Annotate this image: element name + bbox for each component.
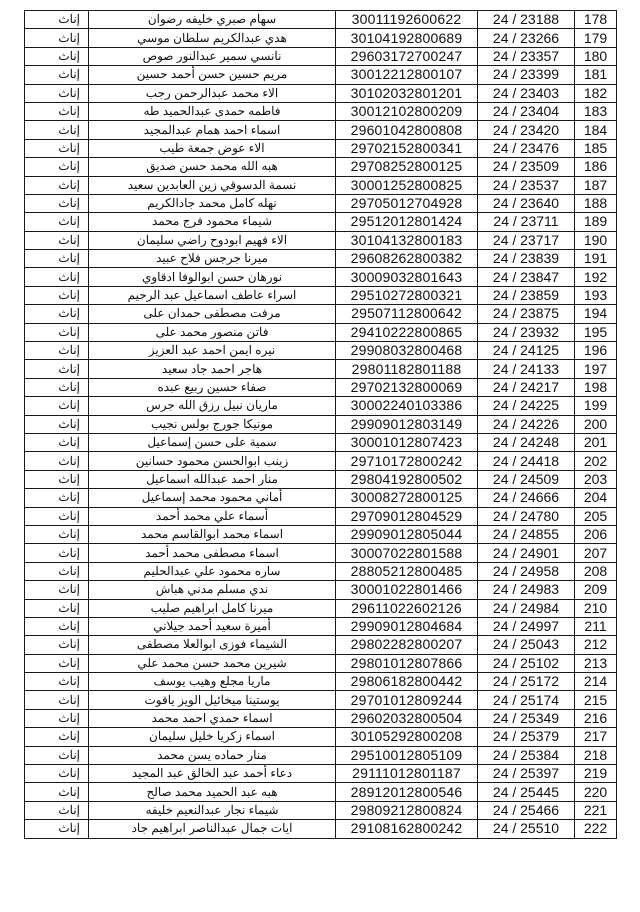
gender-cell: إناث	[25, 176, 89, 194]
row-number-cell: 216	[575, 709, 617, 727]
national-id-cell: 30009032801643	[336, 268, 478, 286]
name-cell: أميرة سعيد أحمد جيلاني	[89, 617, 336, 635]
registration-code-cell: 24 / 24780	[478, 507, 575, 525]
registration-code-cell: 24 / 23266	[478, 29, 575, 47]
table-row	[25, 765, 617, 783]
name-cell: هدي عبدالكريم سلطان موسي	[89, 29, 336, 47]
gender-cell: إناث	[25, 617, 89, 635]
table-row	[25, 268, 617, 286]
table-row	[25, 176, 617, 194]
gender-cell: إناث	[25, 801, 89, 819]
national-id-cell: 30102032801201	[336, 84, 478, 102]
gender-cell: إناث	[25, 415, 89, 433]
name-cell: منار احمد عبدالله اسماعيل	[89, 470, 336, 488]
name-cell: فاتن منصور محمد على	[89, 323, 336, 341]
name-cell: الشيماء فوزى ابوالعلا مصطفى	[89, 636, 336, 654]
table-row	[25, 562, 617, 580]
row-number-cell: 185	[575, 139, 617, 157]
row-number-cell: 206	[575, 525, 617, 543]
row-number-cell: 212	[575, 636, 617, 654]
gender-cell: إناث	[25, 194, 89, 212]
national-id-cell: 29708252800125	[336, 158, 478, 176]
name-cell: اسماء حمدي احمد محمد	[89, 709, 336, 727]
gender-cell: إناث	[25, 29, 89, 47]
gender-cell: إناث	[25, 673, 89, 691]
table-row	[25, 158, 617, 176]
gender-cell: إناث	[25, 378, 89, 396]
name-cell: منار حماده يسن محمد	[89, 746, 336, 764]
applicants-table-body	[25, 11, 617, 839]
row-number-cell: 194	[575, 305, 617, 323]
gender-cell: إناث	[25, 158, 89, 176]
name-cell: الاء عوض جمعة طيب	[89, 139, 336, 157]
national-id-cell: 29909012803149	[336, 415, 478, 433]
national-id-cell: 29809212800824	[336, 801, 478, 819]
name-cell: اسماء احمد همام عبدالمجيد	[89, 121, 336, 139]
gender-cell: إناث	[25, 305, 89, 323]
gender-cell: إناث	[25, 728, 89, 746]
national-id-cell: 29603172700247	[336, 47, 478, 65]
registration-code-cell: 24 / 24133	[478, 360, 575, 378]
name-cell: نيره ايمن احمد عبد العزيز	[89, 342, 336, 360]
gender-cell: إناث	[25, 231, 89, 249]
table-row	[25, 121, 617, 139]
national-id-cell: 29804192800502	[336, 470, 478, 488]
gender-cell: إناث	[25, 433, 89, 451]
national-id-cell: 28912012800546	[336, 783, 478, 801]
national-id-cell: 29908032800468	[336, 342, 478, 360]
row-number-cell: 184	[575, 121, 617, 139]
name-cell: ميرنا جرجس فلاح عبيد	[89, 250, 336, 268]
table-row	[25, 544, 617, 562]
table-row	[25, 378, 617, 396]
table-row	[25, 636, 617, 654]
name-cell: اسراء عاطف اسماعيل عبد الرحيم	[89, 286, 336, 304]
national-id-cell: 30012212800107	[336, 66, 478, 84]
registration-code-cell: 24 / 23875	[478, 305, 575, 323]
row-number-cell: 187	[575, 176, 617, 194]
table-row	[25, 47, 617, 65]
name-cell: هاجر احمد جاد سعيد	[89, 360, 336, 378]
table-row	[25, 599, 617, 617]
national-id-cell: 29702132800069	[336, 378, 478, 396]
registration-code-cell: 24 / 24855	[478, 525, 575, 543]
gender-cell: إناث	[25, 636, 89, 654]
row-number-cell: 196	[575, 342, 617, 360]
gender-cell: إناث	[25, 581, 89, 599]
row-number-cell: 178	[575, 11, 617, 29]
row-number-cell: 182	[575, 84, 617, 102]
national-id-cell: 29601042800808	[336, 121, 478, 139]
table-row	[25, 84, 617, 102]
row-number-cell: 205	[575, 507, 617, 525]
row-number-cell: 203	[575, 470, 617, 488]
table-row	[25, 654, 617, 672]
name-cell: شيماء نجار عبدالنعيم خليفه	[89, 801, 336, 819]
row-number-cell: 201	[575, 433, 617, 451]
national-id-cell: 29510012805109	[336, 746, 478, 764]
name-cell: مرفت مصطفى حمدان على	[89, 305, 336, 323]
table-row	[25, 709, 617, 727]
national-id-cell: 29507112800642	[336, 305, 478, 323]
gender-cell: إناث	[25, 654, 89, 672]
table-row	[25, 691, 617, 709]
row-number-cell: 197	[575, 360, 617, 378]
registration-code-cell: 24 / 24997	[478, 617, 575, 635]
registration-code-cell: 24 / 24901	[478, 544, 575, 562]
name-cell: اسماء مصطفى محمد أحمد	[89, 544, 336, 562]
national-id-cell: 30001022801466	[336, 581, 478, 599]
national-id-cell: 29909012804684	[336, 617, 478, 635]
name-cell: هبه الله محمد حسن صديق	[89, 158, 336, 176]
registration-code-cell: 24 / 23476	[478, 139, 575, 157]
table-row	[25, 139, 617, 157]
gender-cell: إناث	[25, 342, 89, 360]
row-number-cell: 190	[575, 231, 617, 249]
gender-cell: إناث	[25, 66, 89, 84]
national-id-cell: 29801012807866	[336, 654, 478, 672]
registration-code-cell: 24 / 25384	[478, 746, 575, 764]
national-id-cell: 30007022801588	[336, 544, 478, 562]
table-row	[25, 397, 617, 415]
national-id-cell: 29608262800382	[336, 250, 478, 268]
registration-code-cell: 24 / 23357	[478, 47, 575, 65]
registration-code-cell: 24 / 24248	[478, 433, 575, 451]
registration-code-cell: 24 / 25466	[478, 801, 575, 819]
gender-cell: إناث	[25, 507, 89, 525]
table-row	[25, 489, 617, 507]
gender-cell: إناث	[25, 47, 89, 65]
gender-cell: إناث	[25, 765, 89, 783]
table-row	[25, 746, 617, 764]
national-id-cell: 29710172800242	[336, 452, 478, 470]
name-cell: زينب ابوالحسن محمود حسانين	[89, 452, 336, 470]
table-row	[25, 360, 617, 378]
national-id-cell: 30104192800689	[336, 29, 478, 47]
gender-cell: إناث	[25, 746, 89, 764]
name-cell: فاطمه حمدى عبدالحميد طه	[89, 102, 336, 120]
national-id-cell: 29801182801188	[336, 360, 478, 378]
table-row	[25, 213, 617, 231]
name-cell: نانسي سمير عبدالنور صوص	[89, 47, 336, 65]
national-id-cell: 29701012809244	[336, 691, 478, 709]
national-id-cell: 30002240103386	[336, 397, 478, 415]
row-number-cell: 217	[575, 728, 617, 746]
registration-code-cell: 24 / 23859	[478, 286, 575, 304]
row-number-cell: 220	[575, 783, 617, 801]
registration-code-cell: 24 / 23509	[478, 158, 575, 176]
row-number-cell: 213	[575, 654, 617, 672]
row-number-cell: 179	[575, 29, 617, 47]
row-number-cell: 191	[575, 250, 617, 268]
table-row	[25, 801, 617, 819]
row-number-cell: 195	[575, 323, 617, 341]
table-row	[25, 820, 617, 838]
row-number-cell: 207	[575, 544, 617, 562]
gender-cell: إناث	[25, 84, 89, 102]
gender-cell: إناث	[25, 323, 89, 341]
registration-code-cell: 24 / 25174	[478, 691, 575, 709]
table-row	[25, 581, 617, 599]
national-id-cell: 30001252800825	[336, 176, 478, 194]
name-cell: ساره محمود علي عبدالحليم	[89, 562, 336, 580]
name-cell: دعاء أحمد عبد الخالق عبد المجيد	[89, 765, 336, 783]
national-id-cell: 30105292800208	[336, 728, 478, 746]
applicants-table	[24, 10, 617, 839]
gender-cell: إناث	[25, 783, 89, 801]
national-id-cell: 30011192600622	[336, 11, 478, 29]
name-cell: الاء محمد عبدالرحمن رجب	[89, 84, 336, 102]
national-id-cell: 29806182800442	[336, 673, 478, 691]
registration-code-cell: 24 / 25397	[478, 765, 575, 783]
national-id-cell: 29512012801424	[336, 213, 478, 231]
national-id-cell: 29702152800341	[336, 139, 478, 157]
gender-cell: إناث	[25, 213, 89, 231]
national-id-cell: 30104132800183	[336, 231, 478, 249]
table-row	[25, 66, 617, 84]
table-row	[25, 617, 617, 635]
table-row	[25, 507, 617, 525]
registration-code-cell: 24 / 24418	[478, 452, 575, 470]
row-number-cell: 219	[575, 765, 617, 783]
table-row	[25, 194, 617, 212]
document-page	[24, 10, 616, 839]
national-id-cell: 30012102800209	[336, 102, 478, 120]
name-cell: صفاء حسين ربيع عبده	[89, 378, 336, 396]
row-number-cell: 186	[575, 158, 617, 176]
row-number-cell: 211	[575, 617, 617, 635]
registration-code-cell: 24 / 25379	[478, 728, 575, 746]
registration-code-cell: 24 / 23717	[478, 231, 575, 249]
row-number-cell: 193	[575, 286, 617, 304]
registration-code-cell: 24 / 24125	[478, 342, 575, 360]
national-id-cell: 28805212800485	[336, 562, 478, 580]
name-cell: أماني محمود محمد إسماعيل	[89, 489, 336, 507]
national-id-cell: 29602032800504	[336, 709, 478, 727]
registration-code-cell: 24 / 23711	[478, 213, 575, 231]
row-number-cell: 199	[575, 397, 617, 415]
national-id-cell: 29802282800207	[336, 636, 478, 654]
row-number-cell: 198	[575, 378, 617, 396]
registration-code-cell: 24 / 25043	[478, 636, 575, 654]
table-row	[25, 525, 617, 543]
registration-code-cell: 24 / 25102	[478, 654, 575, 672]
table-row	[25, 102, 617, 120]
row-number-cell: 192	[575, 268, 617, 286]
gender-cell: إناث	[25, 525, 89, 543]
name-cell: نهله كامل محمد جادالكريم	[89, 194, 336, 212]
row-number-cell: 189	[575, 213, 617, 231]
national-id-cell: 29108162800242	[336, 820, 478, 838]
name-cell: سهام صبري خليفه رضوان	[89, 11, 336, 29]
national-id-cell: 30008272800125	[336, 489, 478, 507]
registration-code-cell: 24 / 23420	[478, 121, 575, 139]
gender-cell: إناث	[25, 268, 89, 286]
national-id-cell: 29410222800865	[336, 323, 478, 341]
name-cell: ماريان نبيل رزق الله جرس	[89, 397, 336, 415]
table-row	[25, 783, 617, 801]
table-row	[25, 250, 617, 268]
gender-cell: إناث	[25, 11, 89, 29]
registration-code-cell: 24 / 24983	[478, 581, 575, 599]
name-cell: سمية على حسن إسماعيل	[89, 433, 336, 451]
row-number-cell: 218	[575, 746, 617, 764]
registration-code-cell: 24 / 25445	[478, 783, 575, 801]
row-number-cell: 222	[575, 820, 617, 838]
national-id-cell: 29611022602126	[336, 599, 478, 617]
table-row	[25, 728, 617, 746]
name-cell: نسمة الدسوقي زين العابدين سعيد	[89, 176, 336, 194]
registration-code-cell: 24 / 23399	[478, 66, 575, 84]
row-number-cell: 204	[575, 489, 617, 507]
gender-cell: إناث	[25, 286, 89, 304]
table-row	[25, 470, 617, 488]
registration-code-cell: 24 / 24666	[478, 489, 575, 507]
gender-cell: إناث	[25, 397, 89, 415]
gender-cell: إناث	[25, 470, 89, 488]
national-id-cell: 29111012801187	[336, 765, 478, 783]
row-number-cell: 210	[575, 599, 617, 617]
gender-cell: إناث	[25, 599, 89, 617]
row-number-cell: 180	[575, 47, 617, 65]
registration-code-cell: 24 / 24217	[478, 378, 575, 396]
registration-code-cell: 24 / 24509	[478, 470, 575, 488]
name-cell: اسماء محمد ابوالقاسم محمد	[89, 525, 336, 543]
national-id-cell: 29705012704928	[336, 194, 478, 212]
registration-code-cell: 24 / 23404	[478, 102, 575, 120]
name-cell: هبه عبد الحميد محمد صالح	[89, 783, 336, 801]
table-row	[25, 673, 617, 691]
registration-code-cell: 24 / 23537	[478, 176, 575, 194]
table-row	[25, 433, 617, 451]
gender-cell: إناث	[25, 820, 89, 838]
registration-code-cell: 24 / 23403	[478, 84, 575, 102]
registration-code-cell: 24 / 24226	[478, 415, 575, 433]
gender-cell: إناث	[25, 691, 89, 709]
table-row	[25, 452, 617, 470]
row-number-cell: 214	[575, 673, 617, 691]
table-row	[25, 29, 617, 47]
table-row	[25, 231, 617, 249]
gender-cell: إناث	[25, 709, 89, 727]
national-id-cell: 29909012805044	[336, 525, 478, 543]
name-cell: الاء فهيم ابودوح راضي سليمان	[89, 231, 336, 249]
name-cell: يوستينا ميخائيل الويز ياقوت	[89, 691, 336, 709]
national-id-cell: 30001012807423	[336, 433, 478, 451]
registration-code-cell: 24 / 24984	[478, 599, 575, 617]
row-number-cell: 209	[575, 581, 617, 599]
name-cell: شيرين محمد حسن محمد علي	[89, 654, 336, 672]
gender-cell: إناث	[25, 121, 89, 139]
name-cell: مريم حسين حسن أحمد حسين	[89, 66, 336, 84]
name-cell: ميرنا كامل ابراهيم صليب	[89, 599, 336, 617]
gender-cell: إناث	[25, 452, 89, 470]
row-number-cell: 188	[575, 194, 617, 212]
name-cell: ايات جمال عبدالناصر ابراهيم جاد	[89, 820, 336, 838]
gender-cell: إناث	[25, 562, 89, 580]
name-cell: مونيكا جورج بولس نجيب	[89, 415, 336, 433]
registration-code-cell: 24 / 23932	[478, 323, 575, 341]
table-row	[25, 342, 617, 360]
name-cell: نورهان حسن ابوالوفا ادقاوي	[89, 268, 336, 286]
table-row	[25, 305, 617, 323]
registration-code-cell: 24 / 25349	[478, 709, 575, 727]
registration-code-cell: 24 / 23839	[478, 250, 575, 268]
gender-cell: إناث	[25, 102, 89, 120]
gender-cell: إناث	[25, 139, 89, 157]
row-number-cell: 215	[575, 691, 617, 709]
name-cell: ماريا مجلع وهيب يوسف	[89, 673, 336, 691]
table-row	[25, 11, 617, 29]
row-number-cell: 221	[575, 801, 617, 819]
table-row	[25, 323, 617, 341]
name-cell: ندي مسلم مدني هباش	[89, 581, 336, 599]
national-id-cell: 29709012804529	[336, 507, 478, 525]
row-number-cell: 181	[575, 66, 617, 84]
row-number-cell: 202	[575, 452, 617, 470]
registration-code-cell: 24 / 23640	[478, 194, 575, 212]
gender-cell: إناث	[25, 544, 89, 562]
gender-cell: إناث	[25, 360, 89, 378]
table-row	[25, 286, 617, 304]
name-cell: شيماء محمود فرج محمد	[89, 213, 336, 231]
registration-code-cell: 24 / 25172	[478, 673, 575, 691]
gender-cell: إناث	[25, 250, 89, 268]
registration-code-cell: 24 / 23188	[478, 11, 575, 29]
national-id-cell: 29510272800321	[336, 286, 478, 304]
gender-cell: إناث	[25, 489, 89, 507]
table-row	[25, 415, 617, 433]
name-cell: أسماء علي محمد أحمد	[89, 507, 336, 525]
row-number-cell: 208	[575, 562, 617, 580]
registration-code-cell: 24 / 24958	[478, 562, 575, 580]
registration-code-cell: 24 / 24225	[478, 397, 575, 415]
row-number-cell: 200	[575, 415, 617, 433]
name-cell: اسماء زكريا خليل سليمان	[89, 728, 336, 746]
registration-code-cell: 24 / 23847	[478, 268, 575, 286]
registration-code-cell: 24 / 25510	[478, 820, 575, 838]
row-number-cell: 183	[575, 102, 617, 120]
